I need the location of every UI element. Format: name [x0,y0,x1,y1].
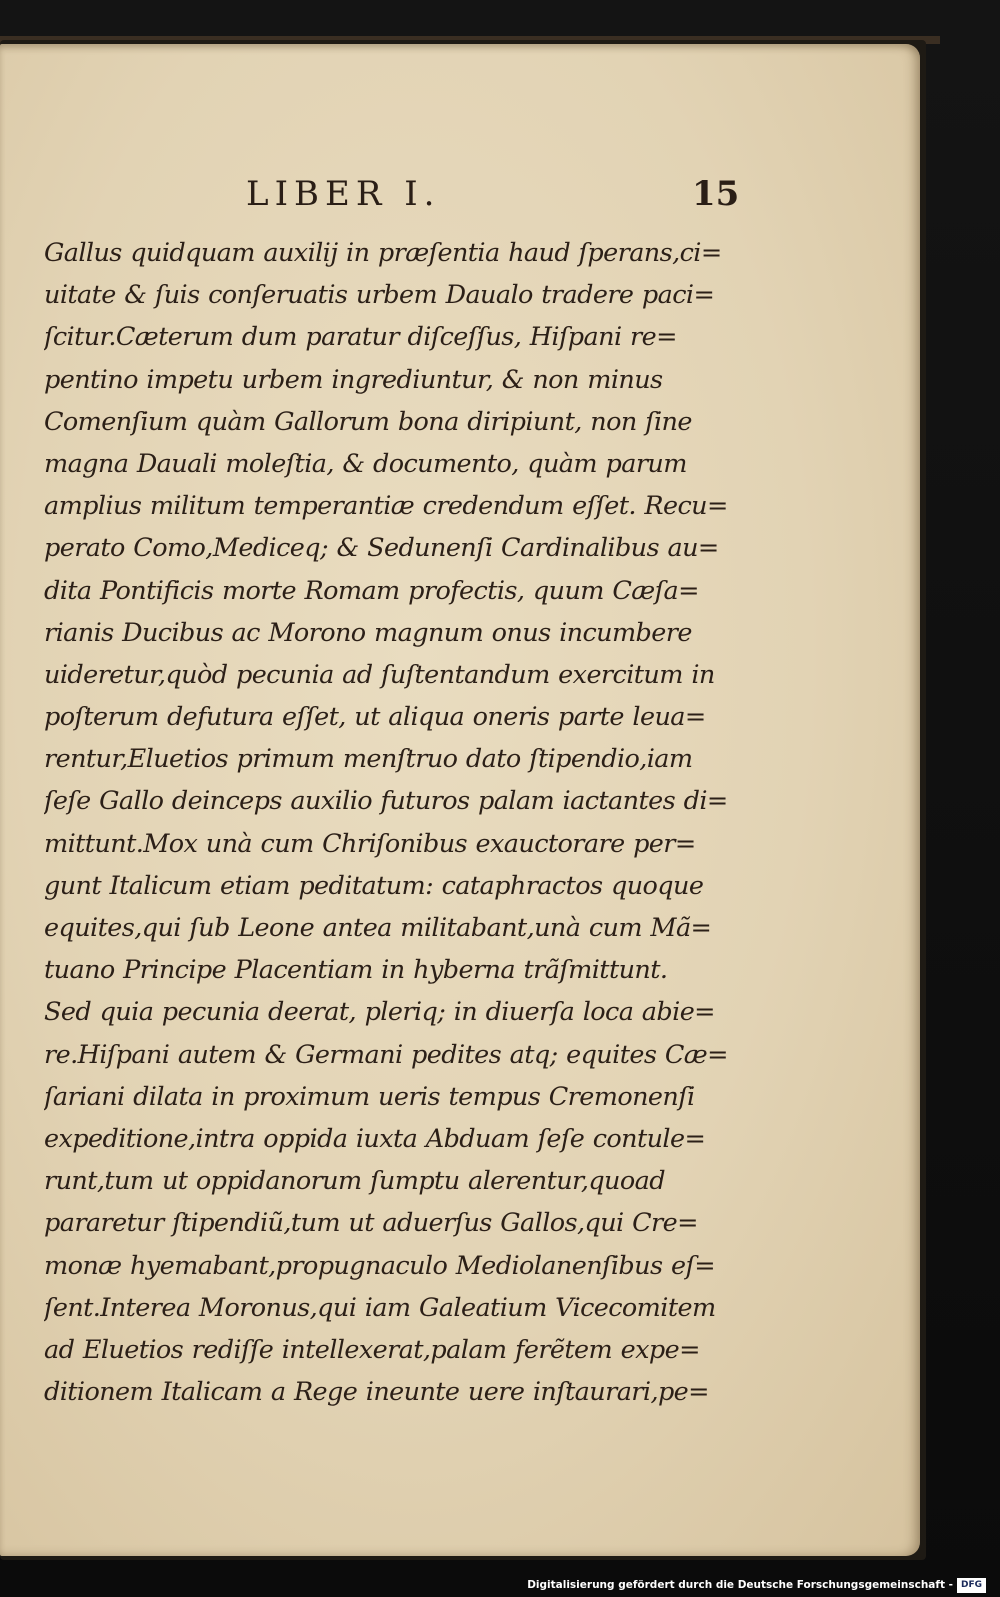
running-head-title: LIBER I. [246,174,441,214]
text-line: tuano Principe Placentiam in hyberna trãſmittunt. [44,955,668,986]
text-line: dita Pontificis morte Romam profectis, quum Cæſa= [44,575,699,606]
text-line: magna Dauali moleſtia, & documento, quàm parum [44,448,687,479]
text-line: Sed quia pecunia deerat, pleriq; in diuerſa loca abie= [44,997,715,1028]
text-line: runt,tum ut oppidanorum ſumptu alerentur,quoad [44,1166,665,1197]
text-line: ſcitur.Cæterum dum paratur diſceſſus, Hiſpani re= [44,322,677,353]
dfg-logo[interactable]: DFG [957,1578,986,1593]
running-head [0,174,920,214]
text-line: re.Hiſpani autem & Germani pedites atq; equites Cæ= [44,1039,728,1070]
text-line: pararetur ſtipendiũ,tum ut aduerſus Gallos,qui Cre= [44,1208,698,1239]
digitization-credit [527,1576,986,1594]
text-line: uideretur,quòd pecunia ad ſuſtentandum exercitum in [44,659,715,690]
text-line: rianis Ducibus ac Morono magnum onus incumbere [44,617,692,648]
text-line: Gallus quidquam auxilij in præſentia haud ſperans,ci= [44,238,722,268]
text-line: ſeſe Gallo deinceps auxilio futuros palam iactantes di= [44,786,728,817]
text-line: perato Como,Mediceq; & Sedunenſi Cardinalibus au= [44,533,719,564]
text-line: gunt Italicum etiam peditatum: cataphractos quoque [44,870,704,901]
text-line: ad Eluetios rediſſe intellexerat,palam ferẽtem expe= [44,1334,700,1365]
text-line: amplius militum temperantiæ credendum eſſet. Recu= [44,491,728,522]
text-line: expeditione,intra oppida iuxta Abduam ſeſe contule= [44,1123,706,1154]
credit-text: Digitalisierung gefördert durch die Deutsche Forschungsgemeinschaft - [527,1579,953,1591]
text-line: ſariani dilata in proximum ueris tempus Cremonenſi [44,1081,695,1112]
text-line: equites,qui ſub Leone antea militabant,unà cum Mã= [44,913,712,943]
text-line: mittunt.Mox unà cum Chriſonibus exauctorare per= [44,828,696,859]
text-line: Comenſium quàm Gallorum bona diripiunt, non ſine [44,406,692,437]
text-line: poſterum defutura eſſet, ut aliqua oneris parte leua= [44,702,706,733]
text-line: pentino impetu urbem ingrediuntur, & non minus [44,364,663,395]
page-number: 15 [692,174,740,214]
body-text [44,232,734,1413]
text-line: uitate & ſuis conſeruatis urbem Daualo tradere paci= [44,280,715,311]
text-line: ſent.Interea Moronus,qui iam Galeatium Vicecomitem [44,1292,716,1323]
book-page [0,44,920,1556]
text-line: ditionem Italicam a Rege ineunte uere inſtaurari,pe= [44,1377,709,1408]
text-line: rentur,Eluetios primum menſtruo dato ſtipendio,iam [44,744,693,775]
text-line: monæ hyemabant,propugnaculo Mediolanenſibus eſ= [44,1250,716,1281]
